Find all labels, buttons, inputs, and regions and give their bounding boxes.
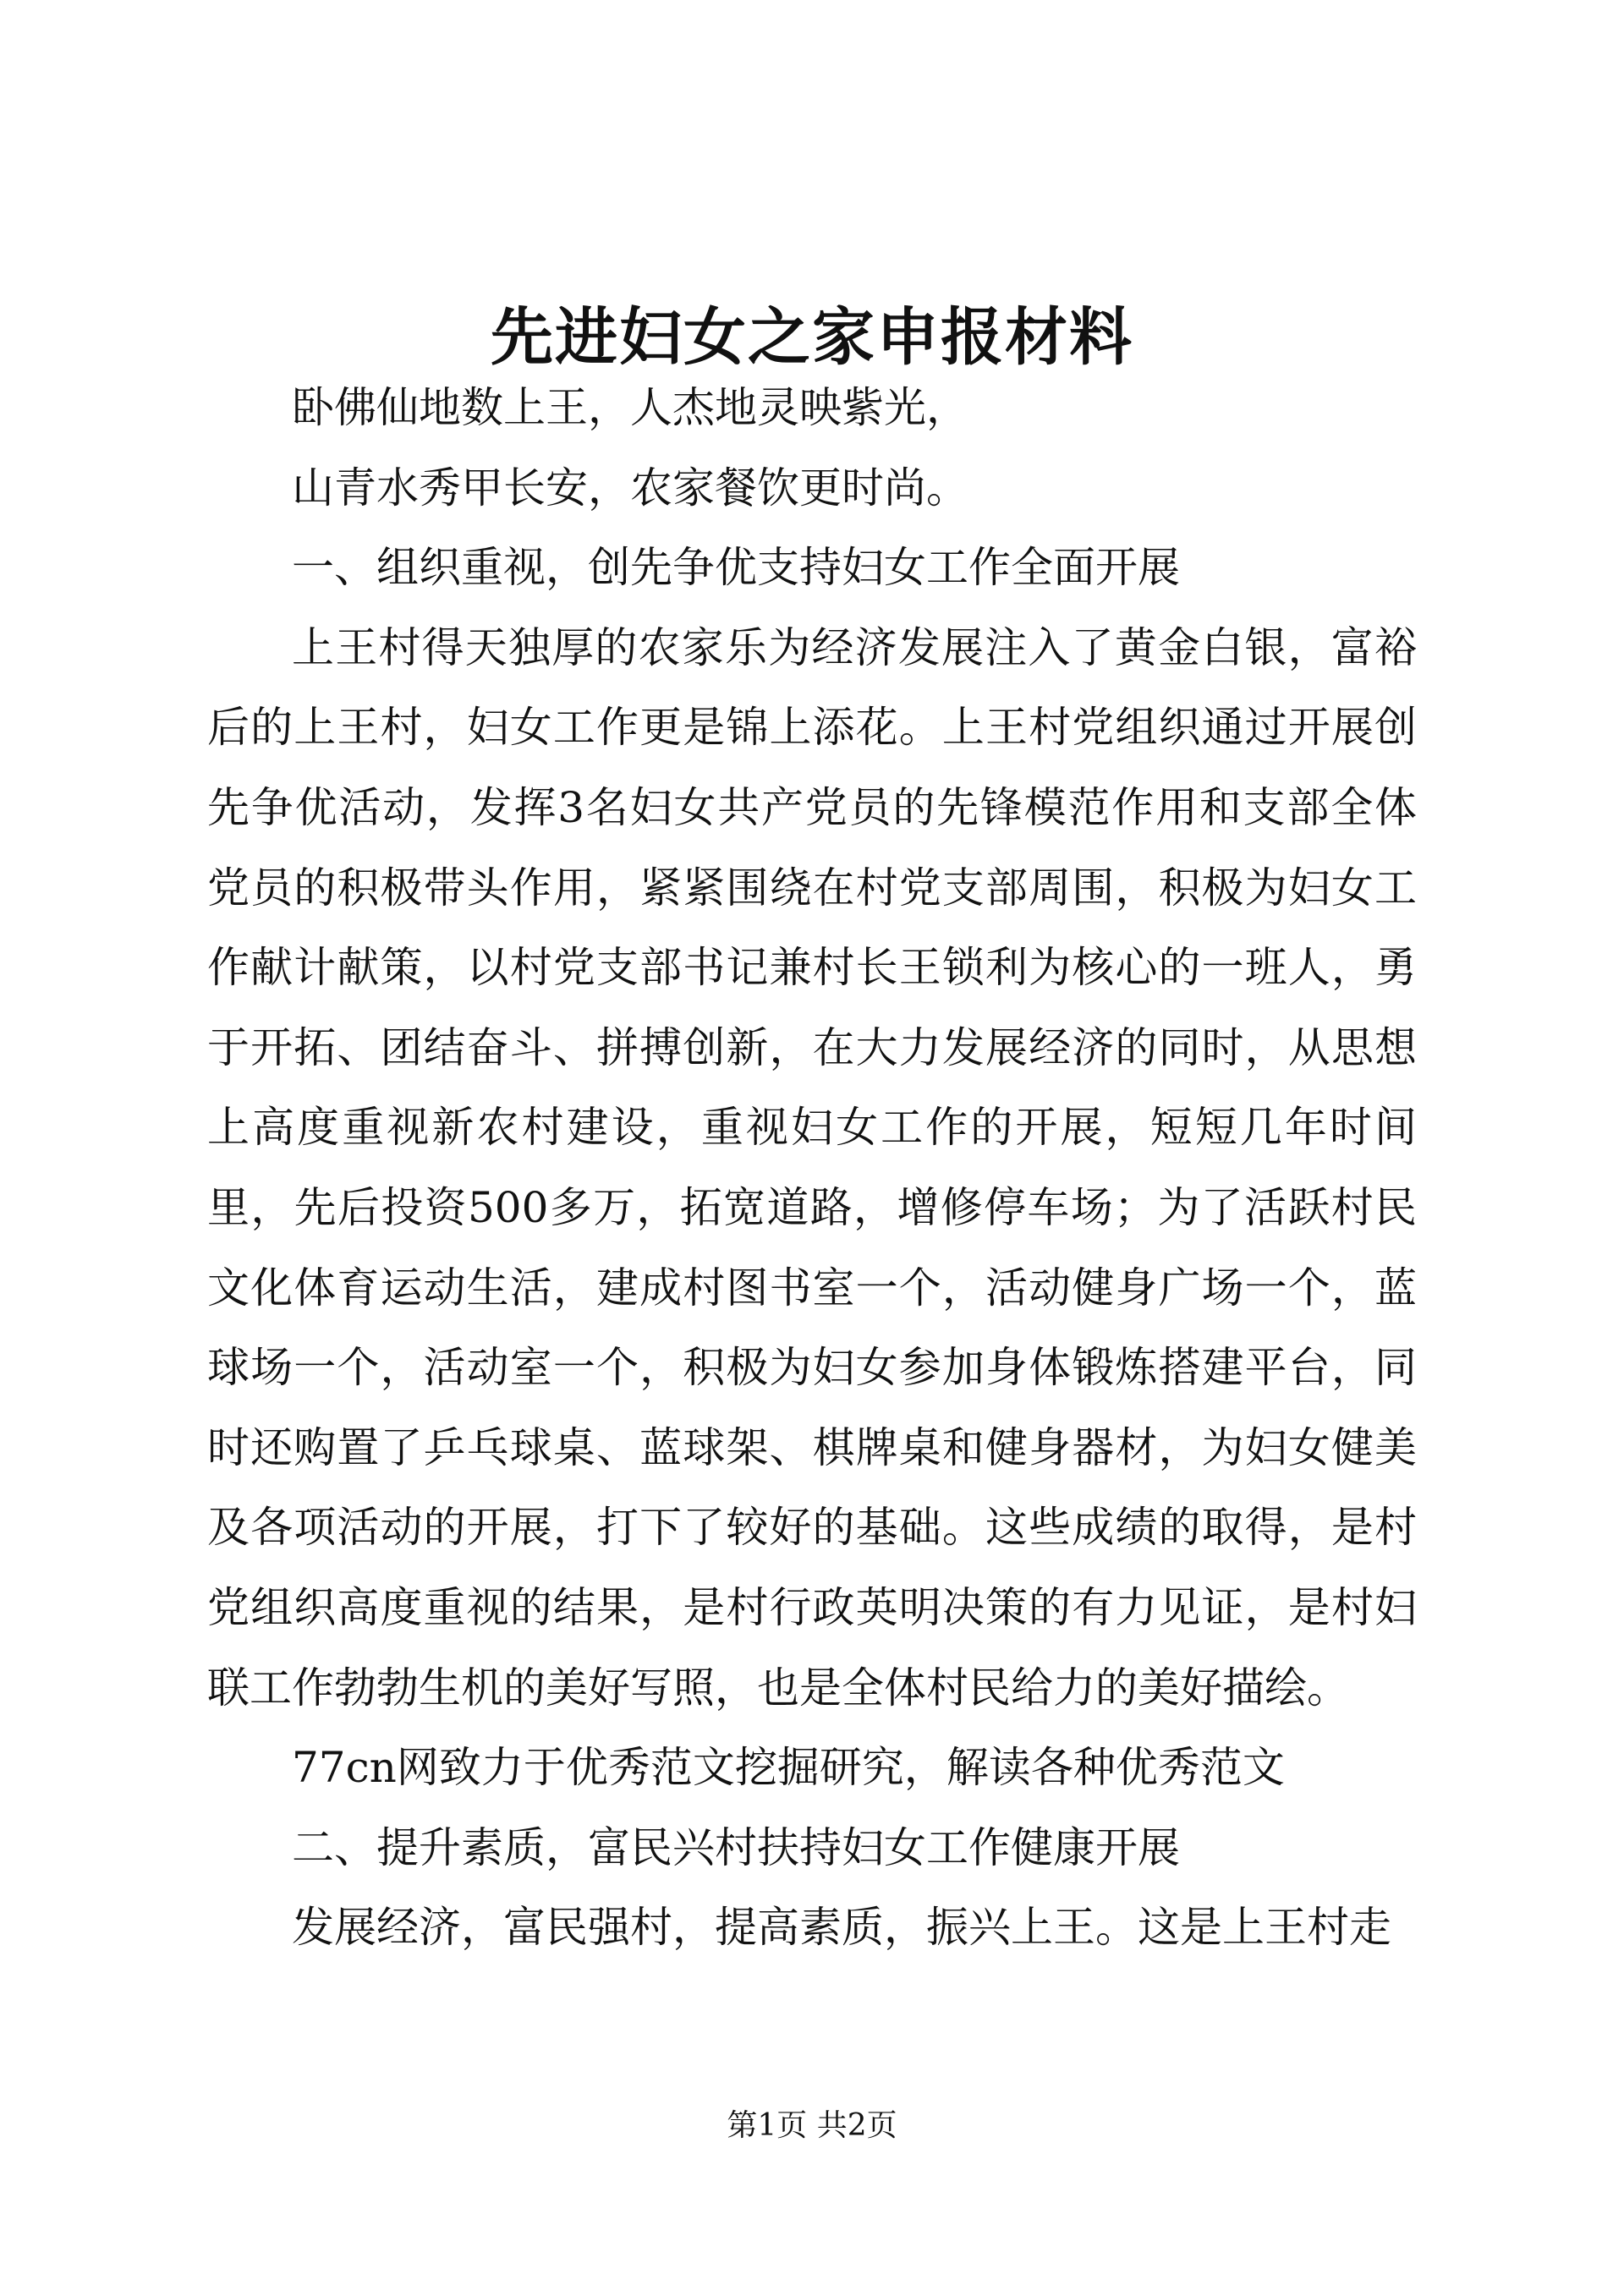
poem-line-1: 卧佛仙地数上王，人杰地灵映紫光， — [292, 383, 968, 432]
site-note: 77cn网致力于优秀范文挖掘研究，解读各种优秀范文 — [292, 1743, 1285, 1793]
body-paragraph-1: 上王村得天独厚的农家乐为经济发展注入了黄金白银，富裕后的上王村，妇女工作更是锦上添花。上王村党组织通过开展创先争优活动，发挥3名妇女共产党员的先锋模范作用和支部全体党员的积极带头作用，紧紧围绕在村党支部周围，积极为妇女工作献计献策，以村党支部书记兼村长王锁利为核心的一班人，勇于开拓、团结奋斗、拼搏创新，在大力发展经济的同时，从思想上高度重视新农村建设，重视妇女工作的开展，短短几年时间里，先后投资500多万，拓宽道路，增修停车场；为了活跃村民文化体育运动生活，建成村图书室一个，活动健身广场一个，蓝球场一个，活动室一个，积极为妇女参加身体锻炼搭建平台，同时还购置了乒乓球桌、蓝球架、棋牌桌和健身器材，为妇女健美及各项活动的开展，打下了较好的基础。这些成绩的取得，是村党组织高度重视的结果，是村行政英明决策的有力见证，是村妇联工作勃勃生机的美好写照，也是全体村民给力的美好描绘。 — [207, 622, 1417, 1712]
poem-line-2: 山青水秀甲长安，农家餐饮更时尚。 — [292, 463, 968, 512]
page-title: 先进妇女之家申报材料 — [491, 301, 1133, 374]
document-body — [207, 368, 1417, 1968]
body-paragraph-2: 发展经济，富民强村，提高素质，振兴上王。这是上王村走 — [292, 1903, 1391, 1953]
section-heading-1: 一、组织重视，创先争优支持妇女工作全面开展 — [292, 543, 1180, 593]
page-footer: 第1页 共2页 — [727, 2108, 897, 2143]
section-heading-2: 二、提升素质，富民兴村扶持妇女工作健康开展 — [292, 1822, 1180, 1872]
